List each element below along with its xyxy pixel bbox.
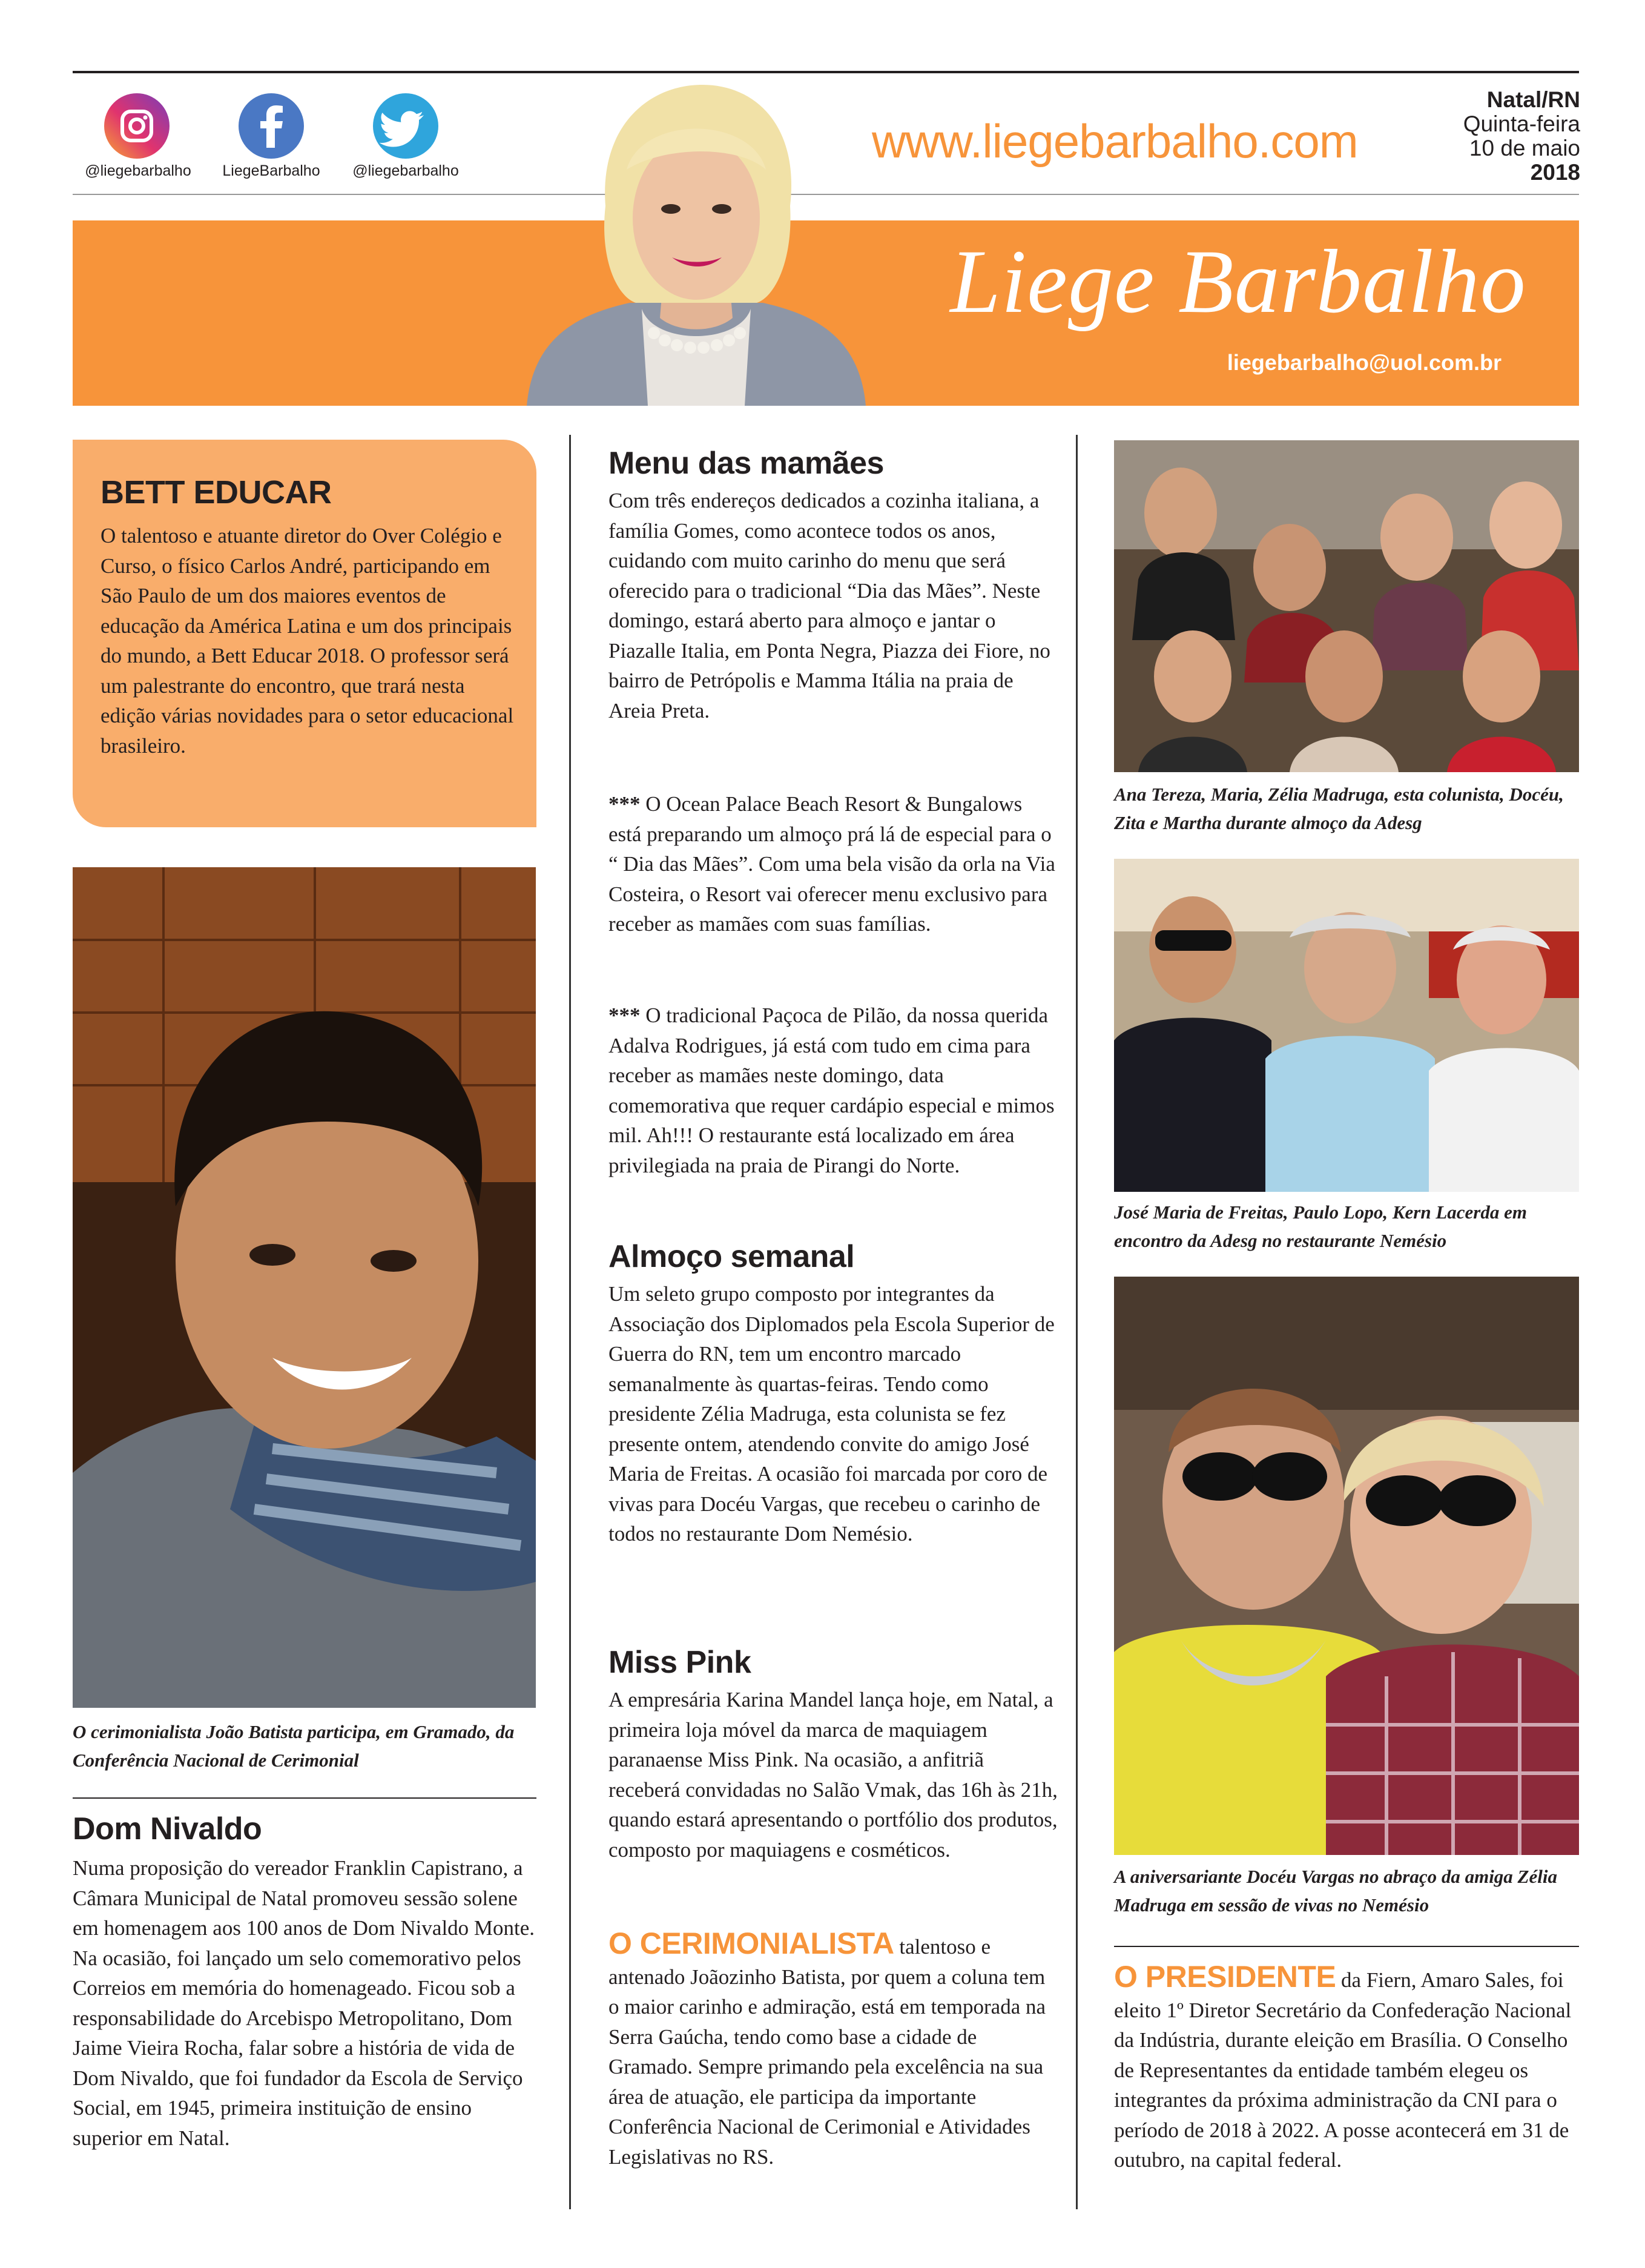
columnist-portrait — [509, 79, 884, 406]
dom-nivaldo-text: Numa proposição do vereador Franklin Capistrano, a Câmara Municipal de Natal promoveu sessão solene em homenagem aos 100 anos de Dom Nivaldo Monte. Na ocasião, foi lançado um selo comemorativo pelos Correios em memória do homenageado. Ficou sob a responsabilidade do Arcebispo Metropolitano, Dom Jaime Vieira Rocha, falar sobre a história de vida de Dom Nivaldo, que foi fundador da Escola de Serviço Social, em 1945, primeira instituição de ensino superior em Natal. — [73, 1856, 535, 2150]
col1-rule — [73, 1797, 536, 1799]
photo-three-men — [1114, 859, 1579, 1192]
photo-adesg-group — [1114, 440, 1579, 772]
miss-pink-text: A empresária Karina Mandel lança hoje, em Natal, a primeira loja móvel da marca de maquiagem paranaense Miss Pink. Na ocasião, a anfitriã receberá convidadas no Salão Vmak, das 16h às 21h, quando estará apresentando o portfólio dos produtos, composto por maquiagens e cosméticos. — [608, 1688, 1058, 1862]
photo-joao-batista — [73, 867, 536, 1708]
facebook-handle[interactable]: LiegeBarbalho — [222, 162, 320, 179]
twitter-icon — [372, 92, 440, 160]
pacoca-body: O tradicional Paçoca de Pilão, da nossa querida Adalva Rodrigues, já está com tudo em cima para receber as mamães neste domingo, data comemorativa que requer cardápio especial e mimos mil. Ah!!! O restaurante está localizado em área privilegiada na praia de Pirangi do Norte. — [608, 1003, 1055, 1177]
instagram-handle[interactable]: @liegebarbalho — [85, 162, 191, 179]
col3-rule — [1114, 1946, 1579, 1947]
photo-caption-joao: O cerimonialista João Batista participa, em Gramado, da Conferência Nacional de Cerimonial — [73, 1721, 515, 1771]
presidente-text — [1114, 1962, 1583, 2175]
ocean-palace-text — [608, 789, 1060, 939]
bett-educar-text: O talentoso e atuante diretor do Over Colégio e Curso, o físico Carlos André, participando em São Paulo de um dos maiores eventos de educação da América Latina e um dos principais do mundo, a Bett Educar 2018. O professor será um palestrante do encontro, que trará nesta edição várias novidades para o setor educacional brasileiro. — [101, 524, 514, 758]
almoco-semanal-text: Um seleto grupo composto por integrantes da Associação dos Diplomados pela Escola Superior de Guerra do RN, tem um encontro marcado semanalmente às quartas-feiras. Tendo como presidente Zélia Madruga, esta colunista se fez presente ontem, atendendo convite do amigo José Maria de Freitas. A ocasião foi marcada por coro de vivas para Docéu Vargas, que recebeu o carinho de todos no restaurante Dom Nemésio. — [608, 1282, 1055, 1546]
photo-caption-doceu: A aniversariante Docéu Vargas no abraço da amiga Zélia Madruga em sessão de vivas no Nemésio — [1114, 1866, 1557, 1916]
website-url[interactable]: www.liegebarbalho.com — [872, 114, 1358, 168]
menu-das-mamaes-title: Menu das mamães — [608, 446, 884, 481]
ocean-palace-body: O Ocean Palace Beach Resort & Bungalows está preparando um almoço prá lá de especial para o “ Dia das Mães”. Com uma bela visão da orla na Via Costeira, o Resort vai oferecer menu exclusivo para receber as mamães com suas famílias. — [608, 792, 1055, 936]
bett-educar-title: BETT EDUCAR — [101, 474, 332, 511]
instagram-icon — [103, 92, 171, 160]
city: Natal/RN — [1486, 87, 1580, 112]
photo-caption-three-men: José Maria de Freitas, Paulo Lopo, Kern Lacerda em encontro da Adesg no restaurante Nemésio — [1114, 1202, 1527, 1251]
almoco-semanal-title: Almoço semanal — [608, 1239, 855, 1274]
twitter-link[interactable] — [372, 92, 440, 160]
menu-das-mamaes-text: Com três endereços dedicados a cozinha italiana, a família Gomes, como acontece todos os anos, cuidando com muito carinho do menu que será oferecido para o tradicional “Dia das Mães”. Neste domingo, estará aberto para almoço e jantar o Piazalle Italia, em Ponta Negra, Piazza dei Fiore, no bairro de Petrópolis e Mamma Itália na praia de Areia Preta. — [608, 489, 1050, 722]
weekday: Quinta-feira — [1463, 111, 1580, 136]
stars-2: *** — [608, 1003, 641, 1027]
pacoca-text — [608, 1000, 1060, 1180]
columnist-email[interactable]: liegebarbalho@uol.com.br — [1227, 350, 1502, 375]
top-rule — [73, 71, 1579, 73]
date: 10 de maio — [1469, 136, 1580, 160]
facebook-icon — [237, 92, 305, 160]
miss-pink-title: Miss Pink — [608, 1645, 751, 1680]
date-block — [1393, 88, 1580, 185]
cerimonialista-body: talentoso e antenado Joãozinho Batista, por quem a coluna tem o maior carinho e admiração, está em temporada na Serra Gaúcha, tendo como base a cidade de Gramado. Sempre primando pela excelência na sua área de atuação, ele participa da importante Conferência Nacional de Cerimonial e Atividades Legislativas no RS. — [608, 1935, 1046, 2169]
photo-doceu-zelia — [1114, 1277, 1579, 1855]
year: 2018 — [1530, 160, 1580, 185]
column-divider-1 — [569, 435, 571, 2209]
facebook-link[interactable] — [237, 92, 305, 160]
twitter-handle[interactable]: @liegebarbalho — [352, 162, 459, 179]
column-divider-2 — [1076, 435, 1078, 2209]
dom-nivaldo-title: Dom Nivaldo — [73, 1811, 262, 1846]
presidente-kicker: O PRESIDENTE — [1114, 1960, 1336, 1994]
instagram-link[interactable] — [103, 92, 171, 160]
cerimonialista-kicker: O CERIMONIALISTA — [608, 1926, 894, 1960]
presidente-body: da Fiern, Amaro Sales, foi eleito 1º Diretor Secretário da Confederação Nacional da Indústria, durante eleição em Brasília. O Conselho de Representantes da entidade também elegeu os integrantes da próxima administração da CNI para o período de 2018 à 2022. A posse acontecerá em 31 de outubro, na capital federal. — [1114, 1968, 1572, 2172]
photo-caption-adesg: Ana Tereza, Maria, Zélia Madruga, esta colunista, Docéu, Zita e Martha durante almoço da Adesg — [1114, 784, 1564, 833]
cerimonialista-text — [608, 1926, 1060, 2172]
columnist-name: Liege Barbalho — [950, 231, 1526, 332]
stars-1: *** — [608, 792, 641, 816]
